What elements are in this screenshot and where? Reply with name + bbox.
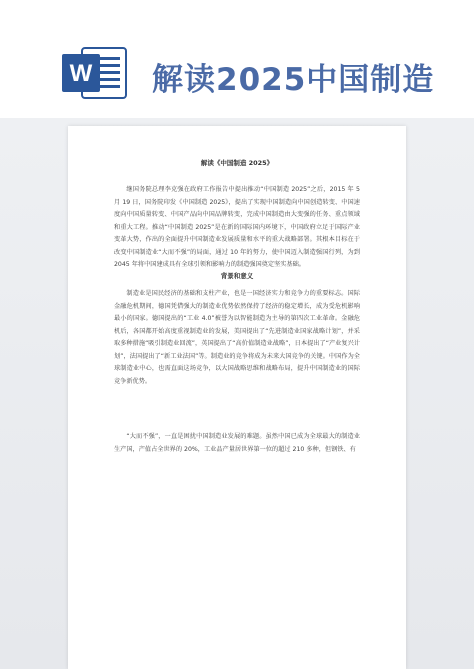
section-heading: 背景和意义: [220, 272, 254, 280]
intro-paragraph: 继国务院总理李克强在政府工作报告中提出推动“中国制造 2025”之后，2015 年 5 月 19 日，国务院印发《中国制造 2025》，提出了实现中国制造向中国创造转变、中国速度向中国质量转变、中国产品向中国品牌转变，完成中国制造由大变强的任务、重点领域和重大工程。推动“中国制造 2025”是在新的国际国内环境下，中国政府立足于国际产业变革大势，作出的全面提升中国制造业发展质量和水平的重大战略部署。其根本目标在于改变中国制造业“大而不强”的局面，通过 10 年的努力，使中国迈入制造强国行列，为到 2045 年将中国建成具有全球引领和影响力的制造强国奠定坚实基础。: [114, 186, 360, 268]
word-document-icon: [60, 44, 128, 102]
banner: [0, 0, 474, 120]
banner-title: 解读2025中国制造: [152, 62, 435, 98]
word-logo-letter: W: [69, 60, 93, 87]
document-page: [68, 126, 406, 669]
big-not-strong-paragraph: “大而不强”，一直是困扰中国制造业发展的难题。虽然中国已成为全球最大的制造业生产国，产值占全世界的 20%，工业品产量居世界第一位的超过 210 多种，但钢铁、有: [114, 433, 360, 453]
document-title: 解读《中国制造 2025》: [200, 159, 274, 167]
background-paragraph: 制造业是国民经济的基础和支柱产业，也是一国经济实力和竞争力的重要标志。国际金融危机期间，德国凭借强大的制造业优势依然保持了经济的稳定增长，成为受危机影响最小的国家。德国提出的“工业 4.0”被誉为以智能制造为主导的第四次工业革命。金融危机后，各国都开始高度重视制造业的发展，美国提出了“先进制造业国家战略计划”，并采取多种措施“吸引制造业回流”，英国提出了“高价值制造业战略”，日本提出了“产业复兴计划”，法国提出了“新工业法国”等。制造业的竞争将成为未来大国竞争的关键。中国作为全球制造业中心，也需直面这场竞争，以大国战略思维和战略布局，提升中国制造业的国际竞争新优势。: [114, 290, 360, 385]
